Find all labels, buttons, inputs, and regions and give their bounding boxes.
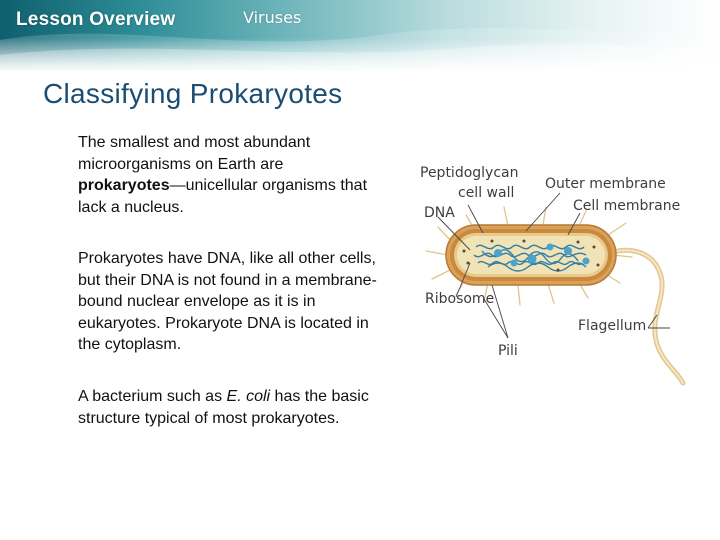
outer-membrane-label: Outer membrane	[545, 176, 666, 192]
paragraph-3-after: has the basic structure typical of most prokaryotes.	[78, 388, 369, 427]
cell-membrane-label: Cell membrane	[573, 198, 681, 214]
page-title: Classifying Prokaryotes	[43, 78, 343, 109]
dna-label: DNA	[424, 205, 455, 221]
ribosome-label: Ribosome	[425, 291, 495, 307]
peptidoglycan-label: Peptidoglycan	[420, 165, 519, 181]
header-banner	[0, 0, 720, 70]
paragraph-1-bold: prokaryotes	[78, 177, 170, 194]
header-fade	[0, 38, 720, 70]
cell-wall-label: cell wall	[458, 185, 515, 201]
paragraph-3-italic: E. coli	[226, 388, 271, 405]
paragraph-1-after: —unicellular organisms that lack a nucleus.	[78, 177, 368, 216]
paragraph-3	[78, 386, 378, 429]
bacterium-diagram	[408, 155, 698, 395]
paragraph-1-text: The smallest and most abundant microorganisms on Earth are	[78, 134, 311, 173]
pili-label: Pili	[498, 343, 518, 359]
flagellum-label: Flagellum	[578, 318, 647, 334]
flagellum-shape	[613, 250, 683, 383]
chapter-label: Viruses	[243, 8, 302, 27]
lesson-overview-label: Lesson Overview	[16, 9, 176, 30]
paragraph-2: Prokaryotes have DNA, like all other cells, but their DNA is not found in a membrane-bound nuclear envelope as it is in eukaryotes. Prokaryote DNA is located in the cytoplasm.	[78, 250, 377, 353]
paragraph-3-text: A bacterium such as	[78, 388, 227, 405]
paragraph-1	[78, 132, 378, 218]
